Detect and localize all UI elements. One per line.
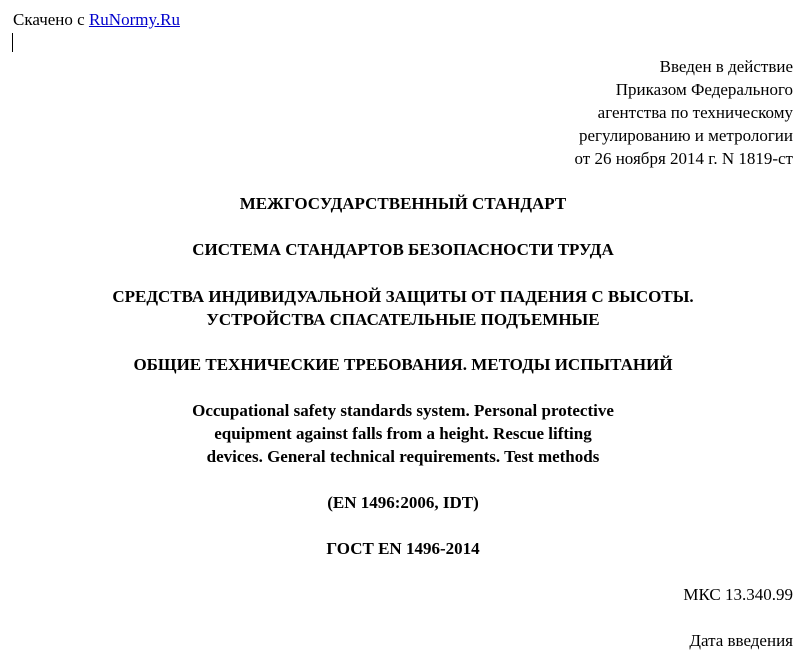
- approval-line: от 26 ноября 2014 г. N 1819-ст: [574, 149, 793, 168]
- mks-code: МКС 13.340.99: [683, 585, 793, 604]
- source-line: [13, 8, 180, 31]
- approval-line: регулированию и метрологии: [578, 126, 793, 145]
- en-reference: (EN 1496:2006, IDT): [327, 493, 479, 512]
- approval-line: Введен в действие: [659, 57, 793, 76]
- source-prefix: Скачено с: [13, 10, 89, 29]
- approval-block: [575, 55, 794, 170]
- source-link[interactable]: RuNormy.Ru: [88, 10, 180, 29]
- english-title-line-3: devices. General technical requirements. Test methods: [206, 447, 600, 466]
- english-title-line-1: Occupational safety standards system. Personal protective: [192, 401, 614, 420]
- interstate-standard-heading: МЕЖГОСУДАРСТВЕННЫЙ СТАНДАРТ: [239, 194, 567, 213]
- title-line-2: УСТРОЙСТВА СПАСАТЕЛЬНЫЕ ПОДЪЕМНЫЕ: [206, 310, 600, 329]
- system-heading: СИСТЕМА СТАНДАРТОВ БЕЗОПАСНОСТИ ТРУДА: [192, 240, 614, 259]
- standard-designation: ГОСТ EN 1496-2014: [326, 539, 480, 558]
- intro-date-label: Дата введения: [689, 631, 793, 650]
- approval-line: агентства по техническому: [597, 103, 793, 122]
- text-cursor: [12, 33, 13, 52]
- approval-line: Приказом Федерального: [615, 80, 793, 99]
- english-title-line-2: equipment against falls from a height. Rescue lifting: [214, 424, 592, 443]
- title-line-1: СРЕДСТВА ИНДИВИДУАЛЬНОЙ ЗАЩИТЫ ОТ ПАДЕНИЯ С ВЫСОТЫ.: [112, 287, 694, 306]
- subtitle: ОБЩИЕ ТЕХНИЧЕСКИЕ ТРЕБОВАНИЯ. МЕТОДЫ ИСПЫТАНИЙ: [133, 355, 673, 374]
